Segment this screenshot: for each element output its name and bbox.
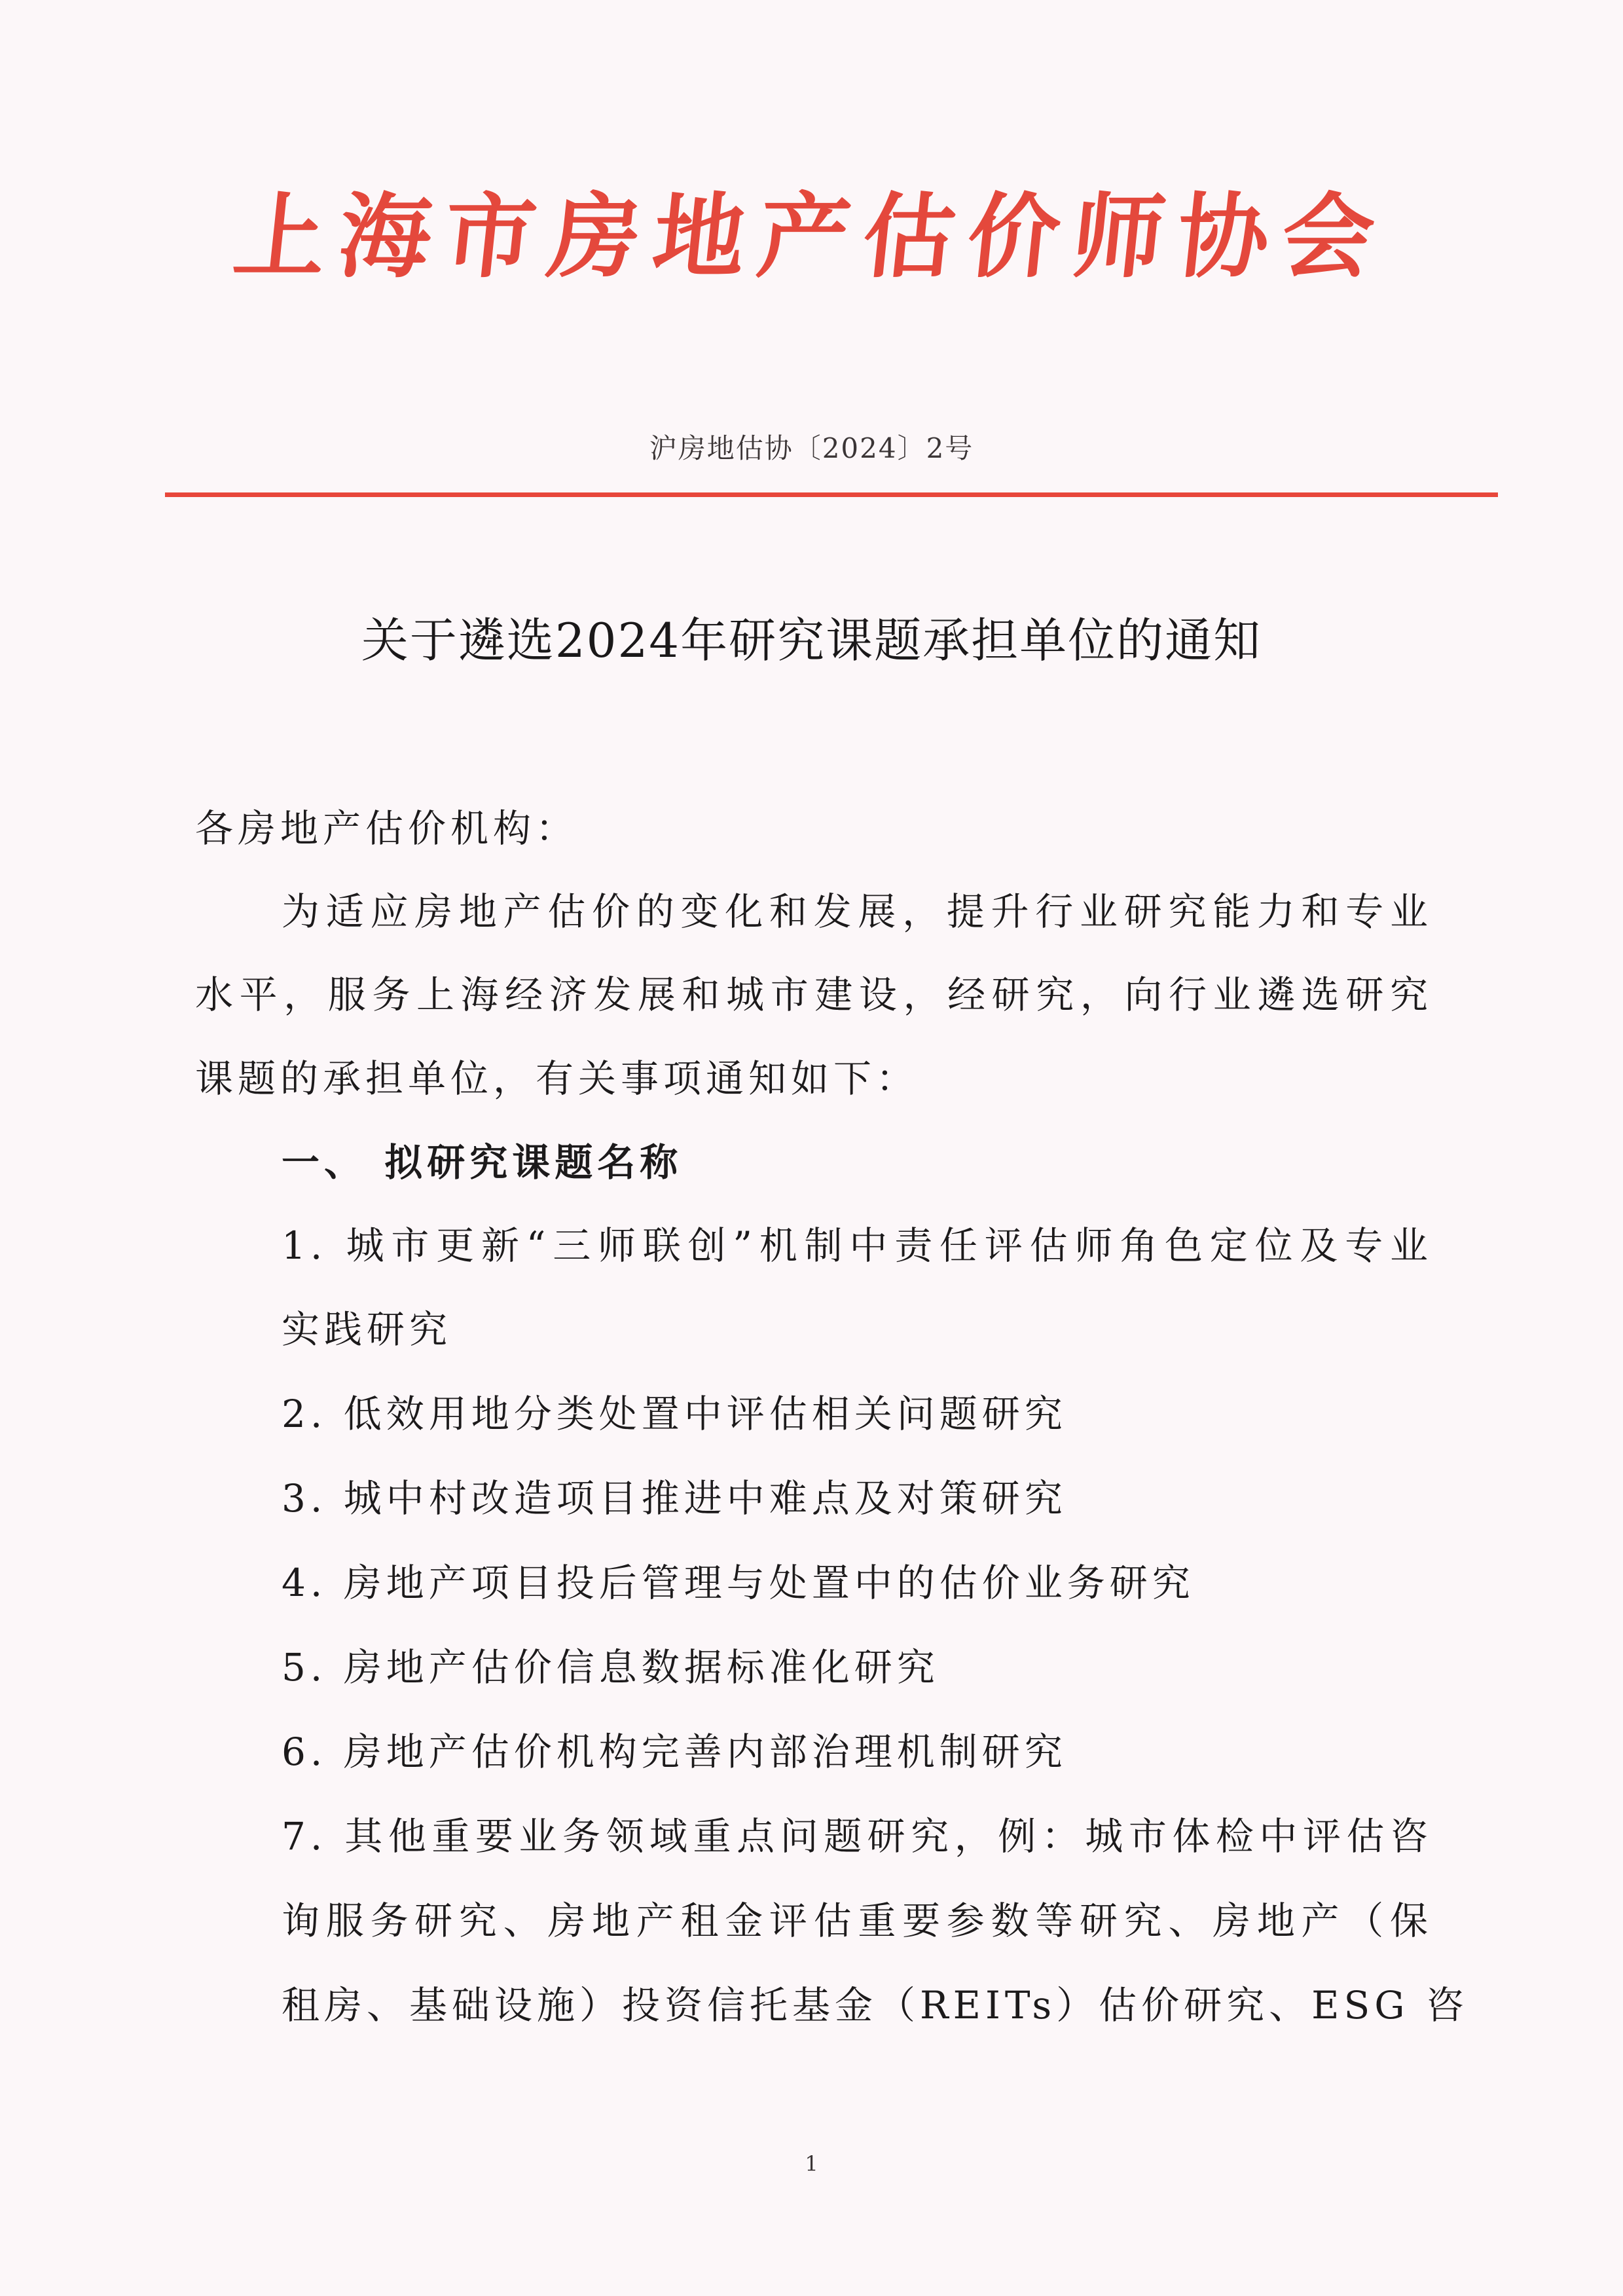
section-heading: 一、 拟研究课题名称 — [282, 1140, 683, 1185]
intro-line: 为适应房地产估价的变化和发展，提升行业研究能力和专业 — [282, 889, 1432, 934]
document-number: 沪房地估协〔2024〕2号 — [649, 432, 974, 464]
organization-letterhead: 上海市房地产估价师协会 — [228, 183, 1393, 291]
topic-line: 租房、基础设施）投资信托基金（REITs）估价研究、ESG 咨 — [282, 1983, 1468, 2028]
topic-line: 1. 城市更新“三师联创”机制中责任评估师角色定位及专业 — [282, 1223, 1432, 1268]
topic-line: 询服务研究、房地产租金评估重要参数等研究、房地产（保 — [282, 1898, 1432, 1943]
topic-line: 5. 房地产估价信息数据标准化研究 — [282, 1645, 939, 1690]
topic-line: 3. 城中村改造项目推进中难点及对策研究 — [282, 1476, 1067, 1521]
topic-line: 实践研究 — [282, 1307, 452, 1352]
letterhead-divider — [165, 492, 1498, 497]
intro-line: 水平，服务上海经济发展和城市建设，经研究，向行业遴选研究 — [195, 972, 1432, 1017]
notice-title: 关于遴选2024年研究课题承担单位的通知 — [361, 613, 1262, 668]
topic-line: 2. 低效用地分类处置中评估相关问题研究 — [282, 1392, 1067, 1436]
page-number: 1 — [805, 2151, 818, 2176]
intro-line: 课题的承担单位，有关事项通知如下： — [195, 1056, 919, 1101]
topic-line: 7. 其他重要业务领域重点问题研究，例：城市体检中评估咨 — [282, 1814, 1432, 1859]
salutation: 各房地产估价机构： — [195, 806, 579, 851]
topic-line: 6. 房地产估价机构完善内部治理机制研究 — [282, 1730, 1067, 1774]
topic-line: 4. 房地产项目投后管理与处置中的估价业务研究 — [282, 1561, 1195, 1605]
